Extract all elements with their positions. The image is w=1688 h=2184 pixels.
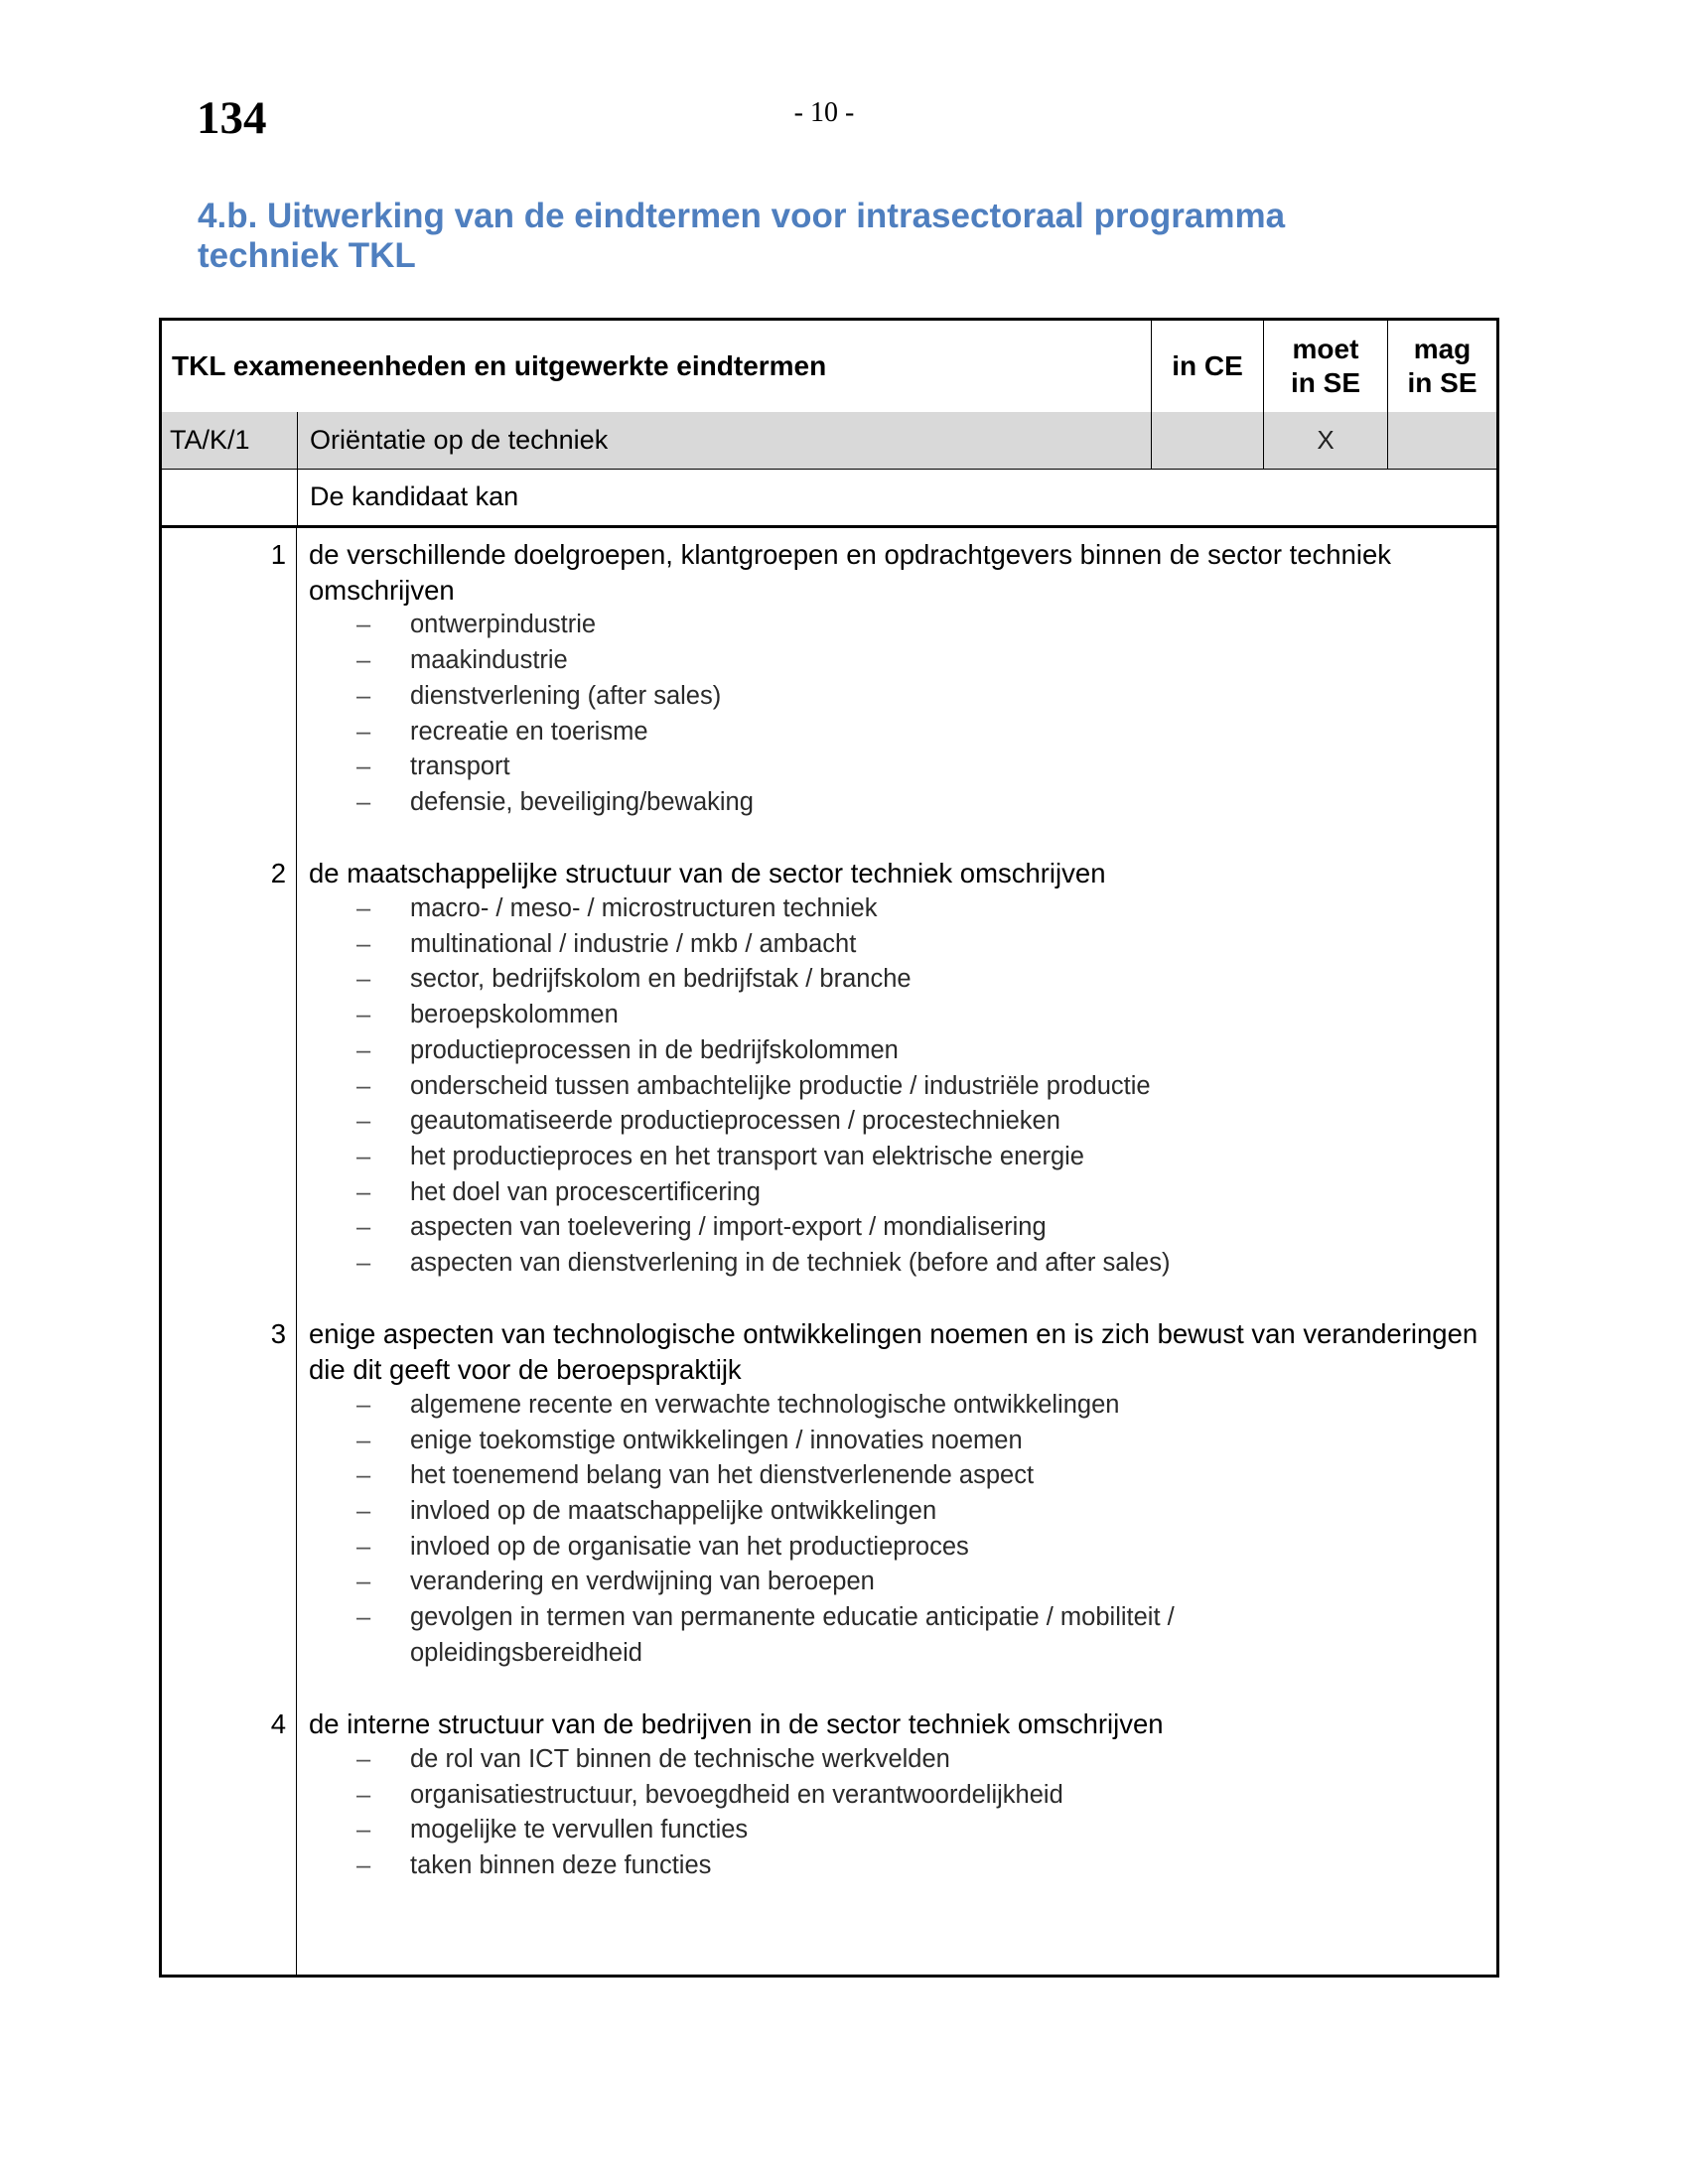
subitem-text: mogelijke te vervullen functies (410, 1816, 749, 1844)
dash-bullet-icon: – (356, 1816, 371, 1844)
subitem-text: macro- / meso- / microstructuren techniek (410, 894, 878, 923)
subitem-text: multinational / industrie / mkb / ambacht (410, 929, 857, 958)
header-moet-line-1: moet (1292, 334, 1359, 364)
subitem (162, 1458, 1363, 1494)
dash-bullet-icon: – (356, 646, 371, 675)
dash-bullet-icon: – (356, 1496, 371, 1525)
eindterm-number: 1 (270, 539, 286, 570)
dash-bullet-icon: – (356, 1142, 371, 1170)
header-mag-line-2: in SE (1407, 367, 1477, 398)
section-heading-line-1: 4.b. Uitwerking van de eindtermen voor intrasectoraal programma (198, 197, 1286, 235)
eindterm-item (162, 1316, 1496, 1671)
subitem (162, 750, 1363, 785)
subitem-text: beroepskolommen (410, 1001, 619, 1029)
header-moet-in-se (1264, 321, 1388, 412)
subitem (162, 1600, 1363, 1671)
dash-bullet-icon: – (356, 965, 371, 994)
exam-unit-row (162, 412, 1496, 470)
subitem-text: sector, bedrijfskolom en bedrijfstak / branche (410, 965, 912, 994)
subitem-text: ontwerpindustrie (410, 611, 597, 639)
subitem-text: verandering en verdwijning van beroepen (410, 1568, 875, 1596)
subitem-text: aspecten van toelevering / import-export / mondialisering (410, 1213, 1047, 1242)
subitem (162, 1778, 1363, 1814)
dash-bullet-icon: – (356, 1249, 371, 1278)
subitem (162, 998, 1363, 1033)
intro-row (162, 469, 1496, 528)
dash-bullet-icon: – (356, 1568, 371, 1596)
eindterm-text: de interne structuur van de bedrijven in de sector techniek omschrijven (309, 1708, 1164, 1740)
dash-bullet-icon: – (356, 1426, 371, 1454)
eindterm-text: de maatschappelijke structuur van de sector techniek omschrijven (309, 858, 1106, 889)
unit-mag-in-se (1388, 412, 1496, 469)
table-header-row (162, 321, 1496, 413)
header-exameneenheden: TKL exameneenheden en uitgewerkte eindtermen (162, 321, 1152, 412)
dash-bullet-icon: – (356, 1603, 371, 1632)
subitem (162, 1033, 1363, 1069)
subitem (162, 1530, 1363, 1566)
unit-moet-in-se-mark: X (1264, 412, 1388, 469)
subitem-text: transport (410, 752, 510, 781)
subitem-text: geautomatiseerde productieprocessen / procestechnieken (410, 1107, 1060, 1136)
page-number: 134 (197, 92, 267, 144)
eindterm-item (162, 856, 1496, 1281)
subitem (162, 927, 1363, 963)
dash-bullet-icon: – (356, 1001, 371, 1029)
subitem (162, 1246, 1363, 1282)
subitem (162, 962, 1363, 998)
dash-bullet-icon: – (356, 1461, 371, 1490)
dash-bullet-icon: – (356, 1177, 371, 1206)
subitem (162, 1104, 1363, 1140)
subitem-text: organisatiestructuur, bevoegdheid en verantwoordelijkheid (410, 1780, 1063, 1809)
subitem-text: onderscheid tussen ambachtelijke productie / industriële productie (410, 1071, 1151, 1100)
eindterm-item (162, 537, 1496, 821)
intro-text: De kandidaat kan (310, 481, 519, 511)
dash-bullet-icon: – (356, 1780, 371, 1809)
subitem-text: algemene recente en verwachte technologische ontwikkelingen (410, 1390, 1120, 1419)
dash-bullet-icon: – (356, 1213, 371, 1242)
subitem-text: aspecten van dienstverlening in de techniek (before and after sales) (410, 1249, 1171, 1278)
subitem-text: dienstverlening (after sales) (410, 681, 722, 710)
header-in-ce: in CE (1152, 321, 1264, 412)
eindterm-item (162, 1706, 1496, 1884)
dash-bullet-icon: – (356, 681, 371, 710)
unit-in-ce (1152, 412, 1264, 469)
subitem-text: enige toekomstige ontwikkelingen / innovaties noemen (410, 1426, 1023, 1454)
eindterm-text: enige aspecten van technologische ontwikkelingen noemen en is zich bewust van veranderingen die dit geeft voor de beroepspraktijk (309, 1318, 1478, 1386)
subitem (162, 1742, 1363, 1778)
subitem-text: het doel van procescertificering (410, 1177, 761, 1206)
subitem (162, 643, 1363, 679)
subitem-list (162, 891, 1496, 1282)
section-heading (198, 197, 1439, 276)
eindterm-text: de verschillende doelgroepen, klantgroepen en opdrachtgevers binnen de sector techniek omschrijven (309, 539, 1392, 606)
subitem-text: defensie, beveiliging/bewaking (410, 787, 754, 816)
subitem-text: het productieproces en het transport van elektrische energie (410, 1142, 1084, 1170)
subitem (162, 679, 1363, 715)
subitem-text: taken binnen deze functies (410, 1850, 712, 1879)
header-moet-line-2: in SE (1290, 367, 1360, 398)
dash-bullet-icon: – (356, 611, 371, 639)
subitem (162, 1565, 1363, 1600)
unit-title: Oriëntatie op de techniek (298, 412, 1152, 469)
subitem (162, 1175, 1363, 1211)
intro-code-cell (162, 469, 298, 525)
dash-bullet-icon: – (356, 1390, 371, 1419)
eindterm-number: 3 (270, 1318, 286, 1350)
subitem (162, 1813, 1363, 1848)
subitem (162, 1210, 1363, 1246)
subitem (162, 785, 1363, 821)
dash-bullet-icon: – (356, 1107, 371, 1136)
unit-code: TA/K/1 (162, 412, 298, 469)
subitem-text: gevolgen in termen van permanente educatie anticipatie / mobiliteit / opleidingsbereidheid (410, 1603, 1175, 1667)
eindtermen-table (159, 318, 1499, 1978)
subitem (162, 715, 1363, 751)
subitem-text: recreatie en toerisme (410, 717, 648, 746)
subitem (162, 1140, 1363, 1175)
subitem-list (162, 1388, 1496, 1672)
header-mag-in-se (1388, 321, 1496, 412)
dash-bullet-icon: – (356, 1850, 371, 1879)
subitem-text: het toenemend belang van het dienstverlenende aspect (410, 1461, 1035, 1490)
eindtermen-list (162, 537, 1496, 1919)
dash-bullet-icon: – (356, 1532, 371, 1561)
subitem (162, 1424, 1363, 1459)
dash-bullet-icon: – (356, 752, 371, 781)
subitem (162, 1494, 1363, 1530)
section-heading-line-2: techniek TKL (198, 236, 416, 275)
dash-bullet-icon: – (356, 929, 371, 958)
subitem (162, 891, 1363, 927)
subitem-list (162, 1742, 1496, 1884)
subitem-text: invloed op de organisatie van het productieproces (410, 1532, 969, 1561)
dash-bullet-icon: – (356, 717, 371, 746)
subitem (162, 1069, 1363, 1105)
running-page-number: - 10 - (793, 97, 855, 128)
subitem (162, 608, 1363, 643)
dash-bullet-icon: – (356, 894, 371, 923)
subitem-text: de rol van ICT binnen de technische werkvelden (410, 1744, 950, 1773)
dash-bullet-icon: – (356, 1744, 371, 1773)
subitem (162, 1848, 1363, 1884)
subitem-text: invloed op de maatschappelijke ontwikkelingen (410, 1496, 937, 1525)
dash-bullet-icon: – (356, 1071, 371, 1100)
dash-bullet-icon: – (356, 1035, 371, 1064)
subitem-list (162, 608, 1496, 820)
eindtermen-body (162, 525, 1496, 1975)
subitem-text: maakindustrie (410, 646, 568, 675)
header-mag-line-1: mag (1413, 334, 1472, 364)
eindterm-number: 2 (270, 858, 286, 889)
subitem (162, 1388, 1363, 1424)
subitem-text: productieprocessen in de bedrijfskolommen (410, 1035, 899, 1064)
dash-bullet-icon: – (356, 787, 371, 816)
eindterm-number: 4 (270, 1708, 286, 1740)
